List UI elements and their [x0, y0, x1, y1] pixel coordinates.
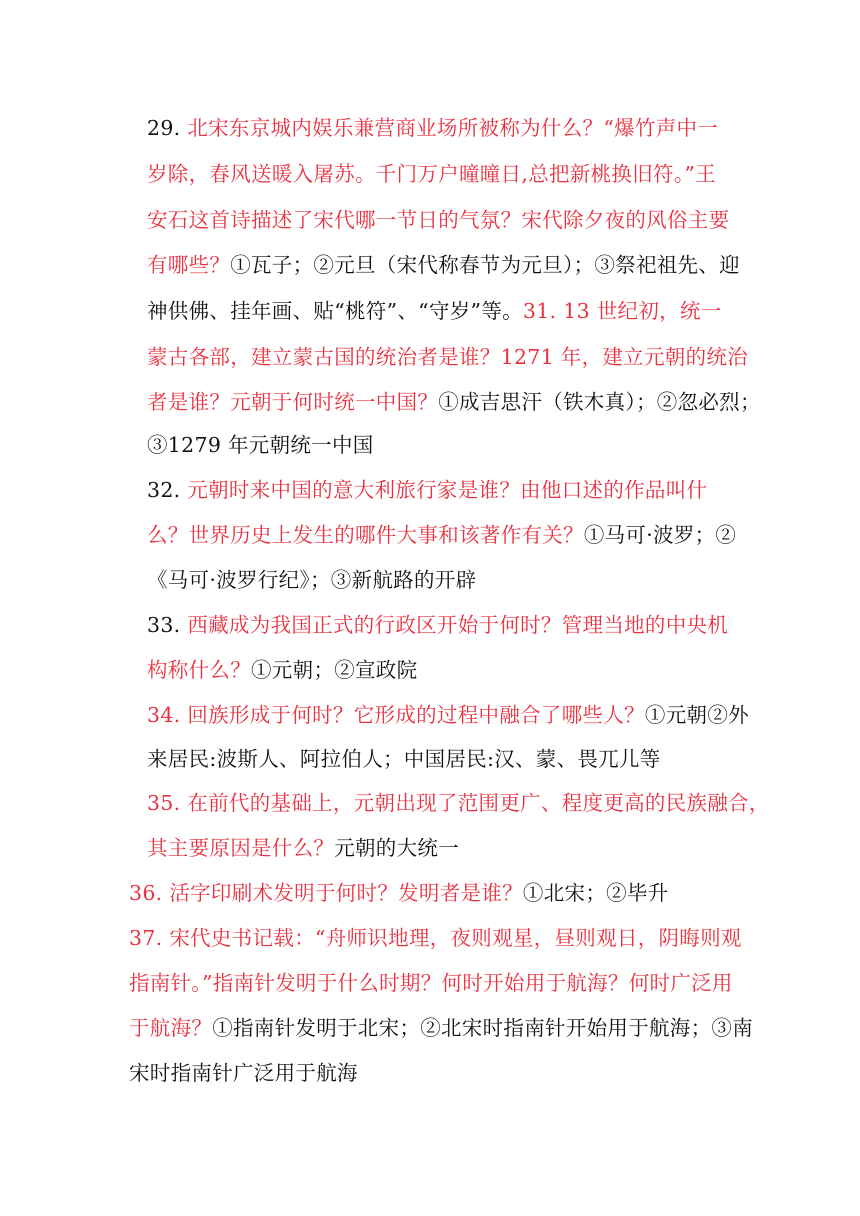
- question-text: 31. 13 世纪初，统一: [522, 299, 722, 323]
- answer-text: 《马可·波罗行纪》；③新航路的开辟: [147, 568, 477, 592]
- question-text: 构称什么？: [147, 658, 251, 682]
- question-text: 者是谁？元朝于何时统一中国？: [147, 390, 439, 414]
- text-line: [147, 702, 749, 728]
- question-text: 西藏成为我国正式的行政区开始于何时？管理当地的中央机: [187, 613, 729, 637]
- text-line: [147, 522, 736, 548]
- text-line: [129, 880, 669, 906]
- question-text: 36. 活字印刷术发明于何时？发明者是谁？: [129, 881, 523, 905]
- text-line: [147, 835, 459, 861]
- answer-text: ①瓦子；②元旦（宋代称春节为元旦）；③祭祀祖先、迎: [230, 253, 740, 277]
- question-text: 安石这首诗描述了宋代哪一节日的气氛？宋代除夕夜的风俗主要: [147, 208, 730, 232]
- answer-text: ①北宋；②毕升: [522, 881, 669, 905]
- answer-text: 来居民:波斯人、阿拉伯人；中国居民:汉、蒙、畏兀儿等: [147, 747, 661, 771]
- text-line: [129, 970, 733, 996]
- answer-text: 元朝的大统一: [334, 836, 460, 860]
- text-line: [147, 657, 417, 683]
- answer-text: ③1279 年元朝统一中国: [147, 433, 374, 457]
- question-number: 33.: [147, 613, 188, 637]
- answer-text: 宋时指南针广泛用于航海: [129, 1061, 358, 1085]
- text-line: [129, 1060, 358, 1086]
- answer-text: 神供佛、挂年画、贴“桃符”、“守岁”等。: [147, 299, 523, 323]
- text-line: [147, 161, 716, 187]
- answer-text: ①元朝；②宣政院: [251, 658, 418, 682]
- text-line: [129, 1015, 753, 1041]
- question-text: 35. 在前代的基础上，元朝出现了范围更广、程度更高的民族融合，: [147, 791, 770, 815]
- answer-text: ①指南针发明于北宋；②北宋时指南针开始用于航海；③南: [212, 1016, 754, 1040]
- text-line: [147, 612, 728, 638]
- text-line: [147, 115, 718, 141]
- answer-text: ①马可·波罗；②: [583, 523, 737, 547]
- text-line: [147, 567, 476, 593]
- question-text: 么？世界历史上发生的哪件大事和该著作有关？: [147, 523, 584, 547]
- answer-text: ①元朝②外: [644, 703, 749, 727]
- answer-text: ①成吉思汗（铁木真）；②忽必烈；: [438, 390, 761, 414]
- text-line: [129, 925, 742, 951]
- text-line: [147, 477, 707, 503]
- question-number: 29.: [147, 116, 188, 140]
- question-text: 元朝时来中国的意大利旅行家是谁？由他口述的作品叫什: [187, 478, 708, 502]
- text-line: [147, 389, 761, 415]
- question-text: 34. 回族形成于何时？它形成的过程中融合了哪些人？: [147, 703, 645, 727]
- question-text: 有哪些？: [147, 253, 231, 277]
- question-text: 北宋东京城内娱乐兼营商业场所被称为什么？“爆竹声中一: [187, 116, 719, 140]
- question-number: 32.: [147, 478, 188, 502]
- question-text: 37. 宋代史书记载：“舟师识地理，夜则观星，昼则观日，阴晦则观: [129, 926, 742, 950]
- text-line: [147, 298, 722, 324]
- text-line: [147, 790, 770, 816]
- question-text: 指南针。”指南针发明于什么时期？何时开始用于航海？何时广泛用: [129, 971, 733, 995]
- text-line: [147, 746, 661, 772]
- text-line: [147, 207, 729, 233]
- question-text: 其主要原因是什么？: [147, 836, 335, 860]
- question-text: 蒙古各部，建立蒙古国的统治者是谁？1271 年，建立元朝的统治: [147, 345, 748, 369]
- question-text: 岁除，春风送暖入屠苏。千门万户曈曈日,总把新桃换旧符。”王: [147, 162, 716, 186]
- text-line: [147, 252, 740, 278]
- text-line: [147, 432, 374, 458]
- text-line: [147, 344, 748, 370]
- question-text: 于航海？: [129, 1016, 213, 1040]
